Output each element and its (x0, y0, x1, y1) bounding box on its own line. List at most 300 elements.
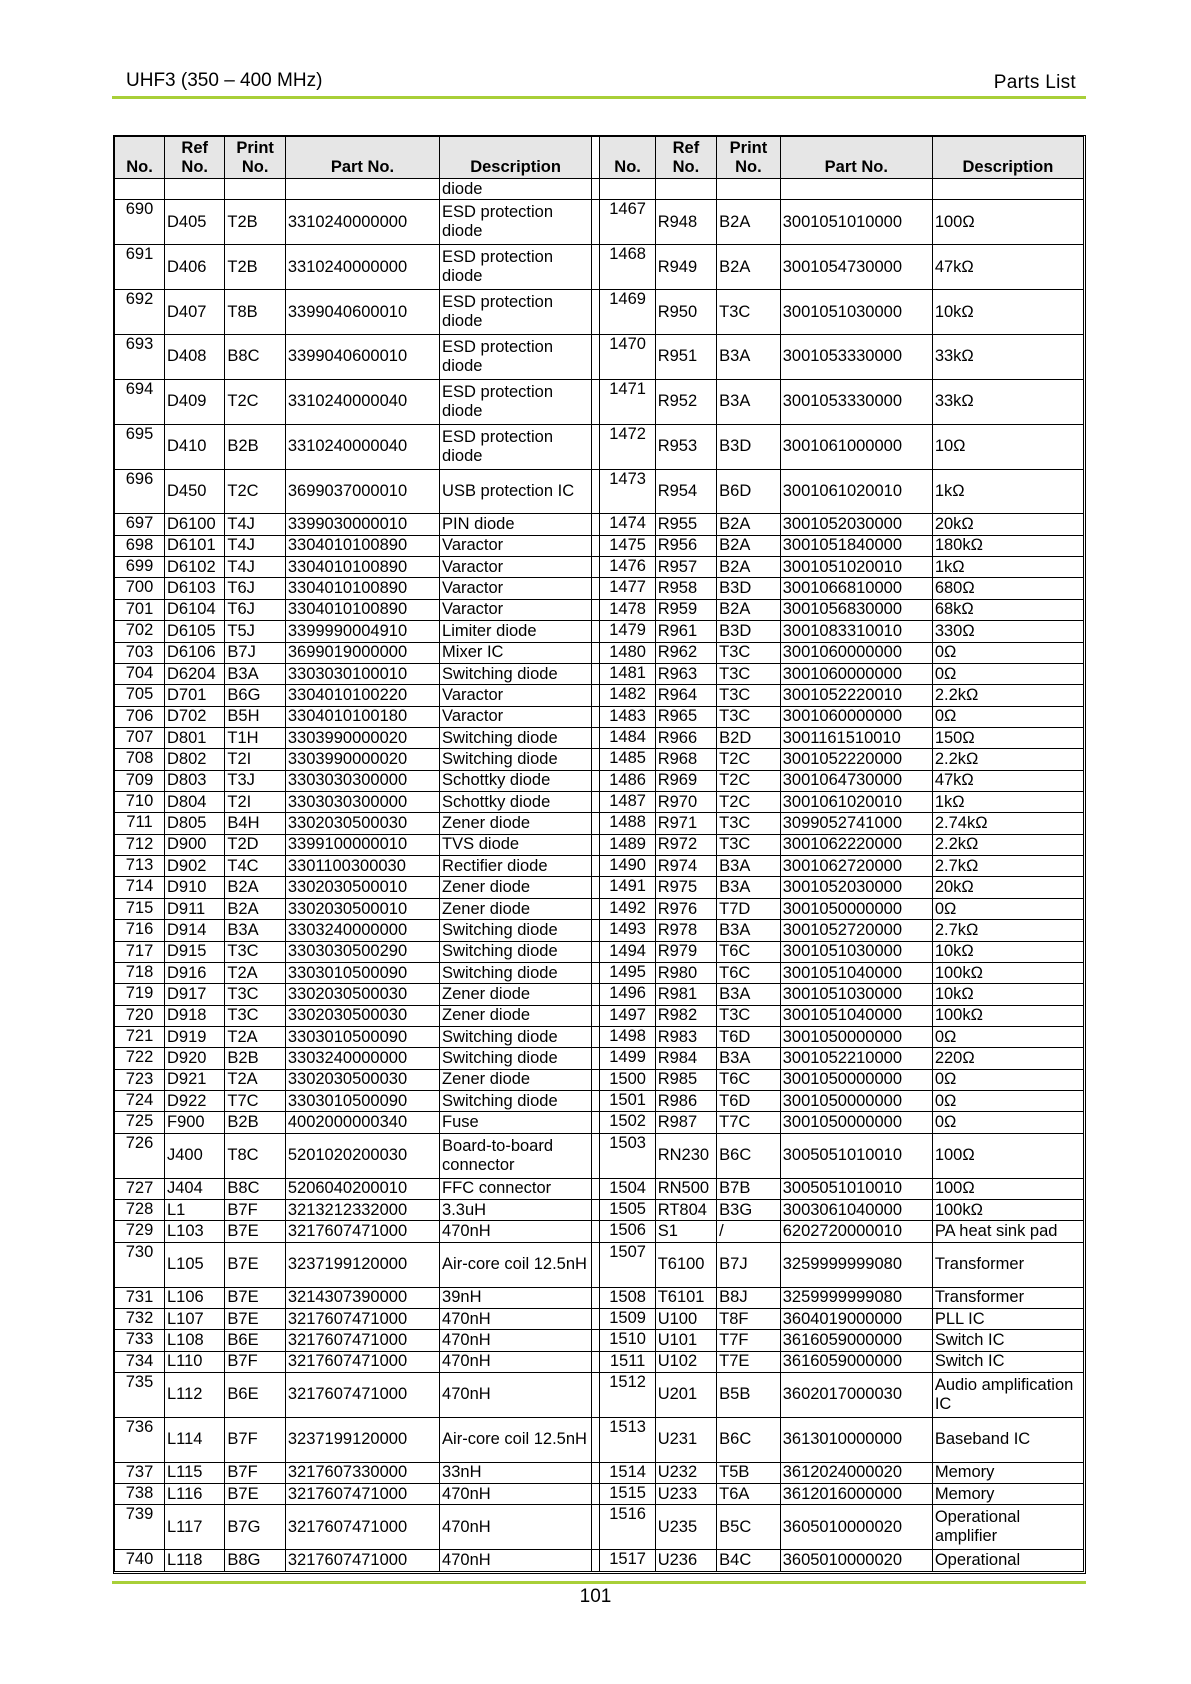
col-header-print: Print No. (717, 137, 781, 179)
column-separator (592, 200, 600, 245)
table-row (115, 1178, 1084, 1199)
ref-no: D410 (165, 424, 225, 469)
description: 2.74kΩ (932, 813, 1083, 834)
print-no: B3D (717, 621, 781, 642)
print-no: T6J (225, 599, 285, 620)
ref-no: D701 (165, 685, 225, 706)
description: Switching diode (440, 941, 592, 962)
part-no: 3604019000000 (780, 1308, 932, 1329)
print-no: B3A (717, 379, 781, 424)
description: 10kΩ (932, 290, 1083, 335)
table-row (115, 200, 1084, 245)
item-no: 740 (115, 1550, 165, 1572)
ref-no: U233 (655, 1484, 716, 1505)
description: Transformer (932, 1242, 1083, 1287)
ref-no: R987 (655, 1112, 716, 1133)
ref-no: R962 (655, 642, 716, 663)
description: Memory (932, 1484, 1083, 1505)
column-separator (592, 1287, 600, 1308)
table-row (115, 290, 1084, 335)
print-no: B2B (225, 424, 285, 469)
description: FFC connector (440, 1178, 592, 1199)
part-no: 3399990004910 (285, 621, 439, 642)
ref-no: D910 (165, 877, 225, 898)
print-no: B3A (717, 920, 781, 941)
print-no: B3D (717, 424, 781, 469)
column-separator (592, 1308, 600, 1329)
part-no: 4002000000340 (285, 1112, 439, 1133)
column-separator (592, 578, 600, 599)
print-no: T6C (717, 941, 781, 962)
ref-no: D6103 (165, 578, 225, 599)
part-no: 3001083310010 (780, 621, 932, 642)
ref-no: F900 (165, 1112, 225, 1133)
part-no: 3001066810000 (780, 578, 932, 599)
item-no: 1479 (600, 621, 655, 642)
ref-no: D409 (165, 379, 225, 424)
part-no: 3301100300030 (285, 856, 439, 877)
description: ESD protection diode (440, 200, 592, 245)
description: Switching diode (440, 1027, 592, 1048)
print-no: B8J (717, 1287, 781, 1308)
print-no: B8C (225, 334, 285, 379)
item-no: 729 (115, 1221, 165, 1242)
item-no: 694 (115, 379, 165, 424)
description: 470nH (440, 1484, 592, 1505)
table-row (115, 1484, 1084, 1505)
description: 39nH (440, 1287, 592, 1308)
part-no: 3001050000000 (780, 1069, 932, 1090)
print-no: B7G (225, 1505, 285, 1550)
ref-no: D406 (165, 245, 225, 290)
part-no: 3001056830000 (780, 599, 932, 620)
item-no: 705 (115, 685, 165, 706)
description: ESD protection diode (440, 334, 592, 379)
description: Zener diode (440, 1069, 592, 1090)
print-no: B2A (717, 535, 781, 556)
description: Mixer IC (440, 642, 592, 663)
description: 2.2kΩ (932, 685, 1083, 706)
item-no: 1503 (600, 1133, 655, 1178)
ref-no: D405 (165, 200, 225, 245)
print-no: B8C (225, 1178, 285, 1199)
ref-no: U101 (655, 1330, 716, 1351)
header-title: UHF3 (350 – 400 MHz) (126, 70, 323, 91)
description: 68kΩ (932, 599, 1083, 620)
print-no: T3C (717, 685, 781, 706)
table-row (115, 813, 1084, 834)
column-separator (592, 1069, 600, 1090)
item-no: 1514 (600, 1462, 655, 1483)
item-no: 1516 (600, 1505, 655, 1550)
column-separator (592, 1091, 600, 1112)
table-row (115, 770, 1084, 791)
column-separator (592, 1048, 600, 1069)
ref-no: RN230 (655, 1133, 716, 1178)
description: Operational (932, 1550, 1083, 1572)
description: Switching diode (440, 1048, 592, 1069)
print-no: T5B (717, 1462, 781, 1483)
description: 2.7kΩ (932, 856, 1083, 877)
table-row (115, 749, 1084, 770)
part-no: 3310240000000 (285, 200, 439, 245)
print-no: T8F (717, 1308, 781, 1329)
print-no: T2B (225, 200, 285, 245)
print-no: T7D (717, 898, 781, 919)
part-no: 3602017000030 (780, 1373, 932, 1418)
print-no: B2B (225, 1112, 285, 1133)
ref-no: L108 (165, 1330, 225, 1351)
print-no: T4J (225, 535, 285, 556)
print-no: B3A (717, 984, 781, 1005)
column-separator (592, 424, 600, 469)
column-separator (592, 877, 600, 898)
col-header-no: No. (600, 137, 655, 179)
ref-no: R957 (655, 557, 716, 578)
description: Zener diode (440, 898, 592, 919)
part-no: 6202720000010 (780, 1221, 932, 1242)
column-separator (592, 379, 600, 424)
item-no: 1496 (600, 984, 655, 1005)
item-no: 712 (115, 834, 165, 855)
ref-no: D921 (165, 1069, 225, 1090)
ref-no: R985 (655, 1069, 716, 1090)
part-no: 3302030500030 (285, 1005, 439, 1026)
description: 470nH (440, 1308, 592, 1329)
description: Schottky diode (440, 770, 592, 791)
description: ESD protection diode (440, 245, 592, 290)
item-no: 1485 (600, 749, 655, 770)
part-no: 3302030500030 (285, 813, 439, 834)
part-no: 3304010100890 (285, 557, 439, 578)
ref-no: D702 (165, 706, 225, 727)
item-no: 1476 (600, 557, 655, 578)
part-no: 3699019000000 (285, 642, 439, 663)
print-no: T1H (225, 727, 285, 748)
item-no: 708 (115, 749, 165, 770)
item-no: 1506 (600, 1221, 655, 1242)
print-no: T7F (717, 1330, 781, 1351)
part-no: 3001062720000 (780, 856, 932, 877)
ref-no: RN500 (655, 1178, 716, 1199)
description: Varactor (440, 535, 592, 556)
description: Switch IC (932, 1351, 1083, 1372)
description: 3.3uH (440, 1200, 592, 1221)
print-no: T2C (225, 469, 285, 514)
item-no: 731 (115, 1287, 165, 1308)
ref-no: R983 (655, 1027, 716, 1048)
description: Audio amplification IC (932, 1373, 1083, 1418)
description: 100Ω (932, 200, 1083, 245)
ref-no: D6101 (165, 535, 225, 556)
col-header-ref: Ref No. (655, 137, 716, 179)
part-no: 3001051030000 (780, 290, 932, 335)
column-separator (592, 856, 600, 877)
item-no: 1494 (600, 941, 655, 962)
part-no: 3304010100890 (285, 535, 439, 556)
ref-no: L114 (165, 1417, 225, 1462)
item-no: 1474 (600, 514, 655, 535)
table-row (115, 1330, 1084, 1351)
item-no: 713 (115, 856, 165, 877)
description: Varactor (440, 706, 592, 727)
print-no: B7F (225, 1417, 285, 1462)
ref-no: D408 (165, 334, 225, 379)
item-no: 1502 (600, 1112, 655, 1133)
part-no: 3605010000020 (780, 1505, 932, 1550)
column-separator (592, 1462, 600, 1483)
item-no: 1481 (600, 663, 655, 684)
description: 680Ω (932, 578, 1083, 599)
description: Varactor (440, 578, 592, 599)
part-no: 3237199120000 (285, 1417, 439, 1462)
description: 330Ω (932, 621, 1083, 642)
part-no: 3304010100220 (285, 685, 439, 706)
column-separator (592, 137, 600, 179)
ref-no: L110 (165, 1351, 225, 1372)
item-no: 737 (115, 1462, 165, 1483)
description: 0Ω (932, 1091, 1083, 1112)
print-no: B8G (225, 1550, 285, 1572)
description: Switching diode (440, 727, 592, 748)
ref-no: L118 (165, 1550, 225, 1572)
continued-description: diode (440, 179, 592, 200)
column-separator (592, 813, 600, 834)
item-no: 1510 (600, 1330, 655, 1351)
part-no: 3001051030000 (780, 941, 932, 962)
ref-no: J404 (165, 1178, 225, 1199)
print-no: T8B (225, 290, 285, 335)
part-no: 3001062220000 (780, 834, 932, 855)
ref-no: D450 (165, 469, 225, 514)
ref-no: U102 (655, 1351, 716, 1372)
part-no: 3302030500010 (285, 898, 439, 919)
item-no: 720 (115, 1005, 165, 1026)
ref-no: D911 (165, 898, 225, 919)
ref-no: D902 (165, 856, 225, 877)
item-no: 735 (115, 1373, 165, 1418)
print-no: T2D (225, 834, 285, 855)
item-no: 696 (115, 469, 165, 514)
table-row (115, 1550, 1084, 1572)
item-no: 1507 (600, 1242, 655, 1287)
item-no: 1512 (600, 1373, 655, 1418)
table-row (115, 514, 1084, 535)
column-separator (592, 727, 600, 748)
header-row (115, 137, 1084, 179)
ref-no: R958 (655, 578, 716, 599)
ref-no: D805 (165, 813, 225, 834)
part-no: 3303010500090 (285, 962, 439, 983)
part-no: 3001052030000 (780, 877, 932, 898)
column-separator (592, 1505, 600, 1550)
part-no: 3399100000010 (285, 834, 439, 855)
item-no: 1467 (600, 200, 655, 245)
ref-no: L116 (165, 1484, 225, 1505)
part-no: 3303030300000 (285, 770, 439, 791)
ref-no: L107 (165, 1308, 225, 1329)
column-separator (592, 514, 600, 535)
ref-no: D919 (165, 1027, 225, 1048)
part-no: 3001060000000 (780, 663, 932, 684)
description: 1kΩ (932, 792, 1083, 813)
description: Schottky diode (440, 792, 592, 813)
ref-no: D914 (165, 920, 225, 941)
print-no: T2A (225, 1069, 285, 1090)
item-no: 1475 (600, 535, 655, 556)
description: Zener diode (440, 813, 592, 834)
print-no: T2C (717, 749, 781, 770)
part-no: 3001052030000 (780, 514, 932, 535)
ref-no: R969 (655, 770, 716, 791)
header-section: Parts List (993, 72, 1076, 93)
item-no: 1499 (600, 1048, 655, 1069)
table-row-continuation (115, 179, 1084, 200)
part-no: 3699037000010 (285, 469, 439, 514)
ref-no: D6102 (165, 557, 225, 578)
item-no: 1501 (600, 1091, 655, 1112)
ref-no: L105 (165, 1242, 225, 1287)
ref-no: R948 (655, 200, 716, 245)
ref-no: R964 (655, 685, 716, 706)
description: Air-core coil 12.5nH (440, 1242, 592, 1287)
print-no: B3D (717, 578, 781, 599)
ref-no: D801 (165, 727, 225, 748)
table-row (115, 727, 1084, 748)
part-no: 3304010100890 (285, 599, 439, 620)
item-no: 700 (115, 578, 165, 599)
ref-no: R984 (655, 1048, 716, 1069)
ref-no: D6105 (165, 621, 225, 642)
description: Operational amplifier (932, 1505, 1083, 1550)
item-no: 693 (115, 334, 165, 379)
item-no: 711 (115, 813, 165, 834)
ref-no: L112 (165, 1373, 225, 1418)
description: 0Ω (932, 706, 1083, 727)
ref-no: D922 (165, 1091, 225, 1112)
item-no: 1486 (600, 770, 655, 791)
description: 10Ω (932, 424, 1083, 469)
description: Switch IC (932, 1330, 1083, 1351)
part-no: 3005051010010 (780, 1133, 932, 1178)
column-separator (592, 1133, 600, 1178)
column-separator (592, 663, 600, 684)
ref-no: D407 (165, 290, 225, 335)
print-no: B2A (717, 245, 781, 290)
item-no: 1493 (600, 920, 655, 941)
item-no: 1480 (600, 642, 655, 663)
print-no: B6E (225, 1373, 285, 1418)
table-row (115, 1048, 1084, 1069)
print-no: B7E (225, 1287, 285, 1308)
page-header (112, 70, 1086, 96)
part-no: 3001052720000 (780, 920, 932, 941)
table-row (115, 334, 1084, 379)
description: 220Ω (932, 1048, 1083, 1069)
table-row (115, 834, 1084, 855)
part-no: 3303030100010 (285, 663, 439, 684)
part-no: 3259999999080 (780, 1287, 932, 1308)
ref-no: R950 (655, 290, 716, 335)
part-no: 3217607471000 (285, 1351, 439, 1372)
print-no: / (717, 1221, 781, 1242)
description: Board-to-board connector (440, 1133, 592, 1178)
part-no: 3001050000000 (780, 1112, 932, 1133)
ref-no: D918 (165, 1005, 225, 1026)
item-no: 1497 (600, 1005, 655, 1026)
description: TVS diode (440, 834, 592, 855)
ref-no: R982 (655, 1005, 716, 1026)
item-no: 704 (115, 663, 165, 684)
print-no: B2A (717, 557, 781, 578)
print-no: T6C (717, 1069, 781, 1090)
part-no: 3001064730000 (780, 770, 932, 791)
part-no: 3303990000020 (285, 727, 439, 748)
print-no: T3C (717, 813, 781, 834)
description: 150Ω (932, 727, 1083, 748)
item-no: 718 (115, 962, 165, 983)
table-row (115, 557, 1084, 578)
part-no: 3001061000000 (780, 424, 932, 469)
description: 1kΩ (932, 557, 1083, 578)
description: 0Ω (932, 1069, 1083, 1090)
item-no: 738 (115, 1484, 165, 1505)
part-no: 3613010000000 (780, 1417, 932, 1462)
part-no: 3399040600010 (285, 290, 439, 335)
ref-no: R953 (655, 424, 716, 469)
print-no: B3G (717, 1200, 781, 1221)
description: 470nH (440, 1351, 592, 1372)
ref-no: L1 (165, 1200, 225, 1221)
table-row (115, 1308, 1084, 1329)
table-row (115, 962, 1084, 983)
print-no: B7E (225, 1221, 285, 1242)
item-no: 1517 (600, 1550, 655, 1572)
column-separator (592, 685, 600, 706)
item-no: 1484 (600, 727, 655, 748)
print-no: T2C (225, 379, 285, 424)
item-no: 1488 (600, 813, 655, 834)
table-row (115, 706, 1084, 727)
ref-no: R959 (655, 599, 716, 620)
print-no: B4C (717, 1550, 781, 1572)
print-no: T7E (717, 1351, 781, 1372)
ref-no: R979 (655, 941, 716, 962)
print-no: T3C (225, 1005, 285, 1026)
item-no: 699 (115, 557, 165, 578)
part-no: 3001060000000 (780, 706, 932, 727)
item-no: 692 (115, 290, 165, 335)
table-row (115, 1091, 1084, 1112)
item-no: 1511 (600, 1351, 655, 1372)
item-no: 734 (115, 1351, 165, 1372)
item-no: 717 (115, 941, 165, 962)
table-row (115, 1112, 1084, 1133)
part-no: 3001052220000 (780, 749, 932, 770)
ref-no: R972 (655, 834, 716, 855)
item-no: 1482 (600, 685, 655, 706)
description: 100Ω (932, 1133, 1083, 1178)
column-separator (592, 1200, 600, 1221)
column-separator (592, 1112, 600, 1133)
part-no: 3001052210000 (780, 1048, 932, 1069)
table-row (115, 898, 1084, 919)
print-no: B2A (717, 200, 781, 245)
item-no: 716 (115, 920, 165, 941)
col-header-desc: Description (932, 137, 1083, 179)
part-no: 3001051020010 (780, 557, 932, 578)
item-no: 1504 (600, 1178, 655, 1199)
